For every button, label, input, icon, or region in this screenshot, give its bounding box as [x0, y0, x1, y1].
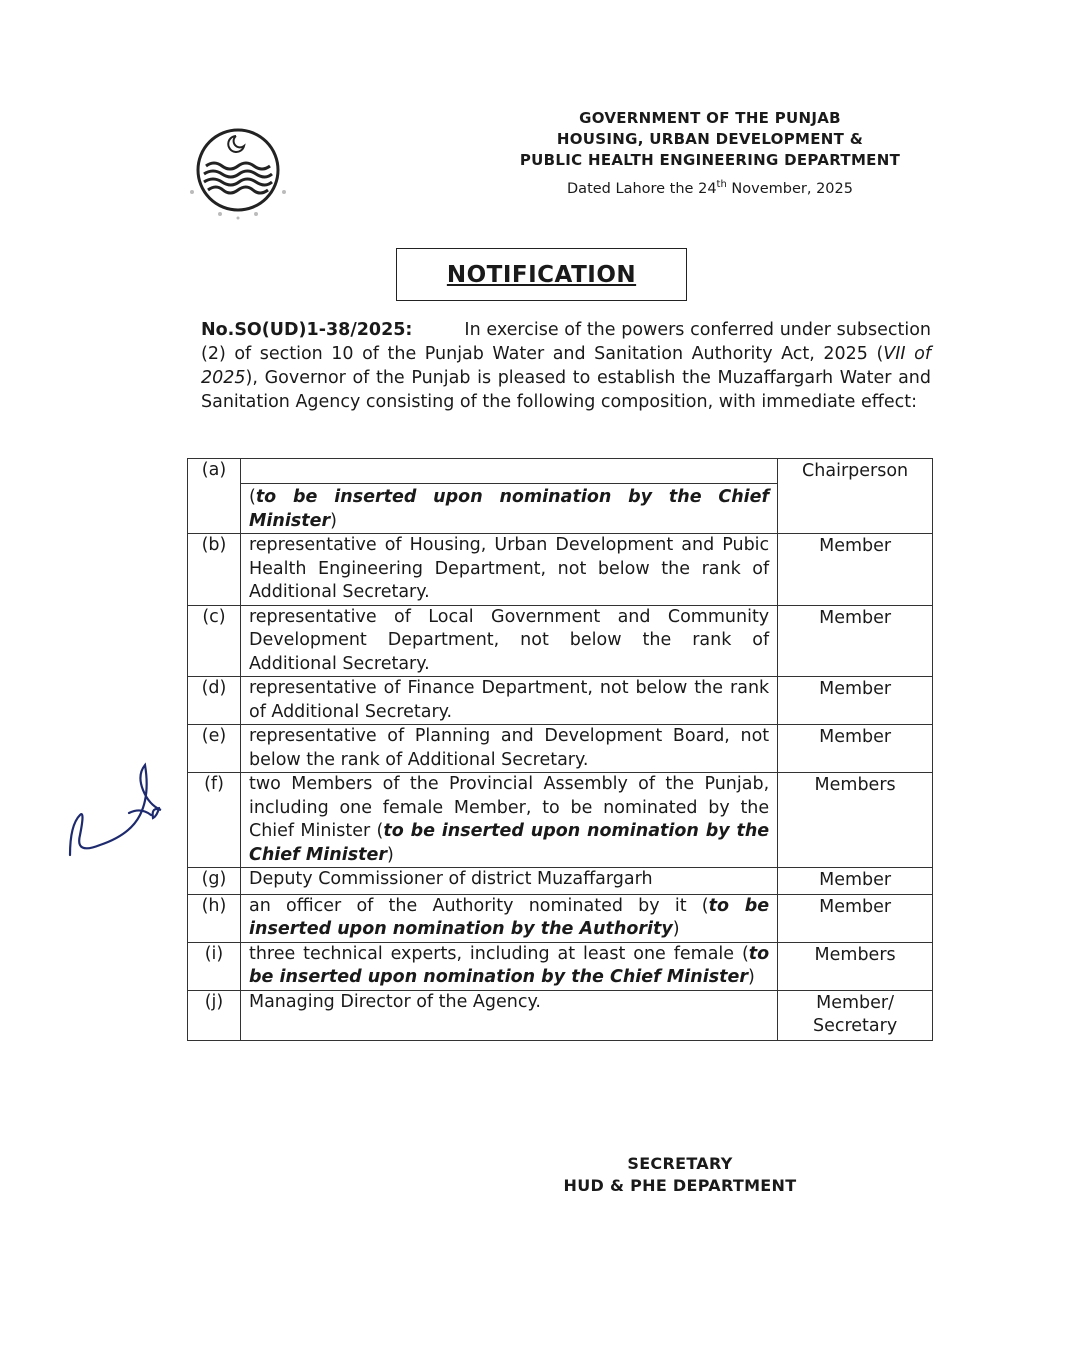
- table-row: (b) representative of Housing, Urban Development and Pubic Health Engineering Department, not below the rank of Additional Secretary. Member: [188, 534, 933, 606]
- notification-intro: No.SO(UD)1-38/2025: In exercise of the powers conferred under subsection (2) of section 10 of the Punjab Water and Sanitation Authority Act, 2025 (VII of 2025), Governor of the Punjab is pleased to establish the Muzaffargarh Water and Sanitation Agency consisting of the following composition, with immediate effect:: [201, 320, 931, 412]
- notification-number: No.SO(UD)1-38/2025:: [201, 320, 413, 340]
- letterhead-line-1: GOVERNMENT OF THE PUNJAB: [579, 109, 841, 127]
- table-row: (c) representative of Local Government and Community Development Department, not below the rank of Additional Secretary. Member: [188, 605, 933, 677]
- table-row: (a) (to be inserted upon nomination by the Chief Minister) Chairperson: [188, 459, 933, 534]
- notification-title-box: [396, 248, 687, 301]
- table-row: (i) three technical experts, including at least one female (to be inserted upon nomination by the Chief Minister) Members: [188, 942, 933, 990]
- signatory-title: SECRETARY: [627, 1154, 733, 1173]
- signatory-department: HUD & PHE DEPARTMENT: [563, 1176, 797, 1195]
- table-row: (h) an officer of the Authority nominated by it (to be inserted upon nomination by the Authority) Member: [188, 894, 933, 942]
- table-row: (f) two Members of the Provincial Assembly of the Punjab, including one female Member, to be nominated by the Chief Minister (to be inserted upon nomination by the Chief Minister) Members: [188, 773, 933, 868]
- table-row: (d) representative of Finance Department, not below the rank of Additional Secretary. Member: [188, 677, 933, 725]
- letterhead: [470, 108, 950, 197]
- punjab-government-emblem-icon: [180, 122, 295, 222]
- signature-mark-icon: [60, 755, 170, 865]
- letterhead-line-3: PUBLIC HEALTH ENGINEERING DEPARTMENT: [519, 151, 901, 169]
- signature-block: [540, 1153, 820, 1197]
- table-row: (g) Deputy Commissioner of district Muzaffargarh Member: [188, 868, 933, 895]
- blank-nominee-field: [241, 459, 777, 484]
- table-row: (e) representative of Planning and Development Board, not below the rank of Additional Secretary. Member: [188, 725, 933, 773]
- table-row: (j) Managing Director of the Agency. Member/ Secretary: [188, 990, 933, 1040]
- notification-title: NOTIFICATION: [446, 261, 637, 288]
- letterhead-line-2: HOUSING, URBAN DEVELOPMENT &: [556, 130, 864, 148]
- document-date: Dated Lahore the 24th November, 2025: [567, 179, 853, 197]
- composition-table: [187, 458, 933, 1041]
